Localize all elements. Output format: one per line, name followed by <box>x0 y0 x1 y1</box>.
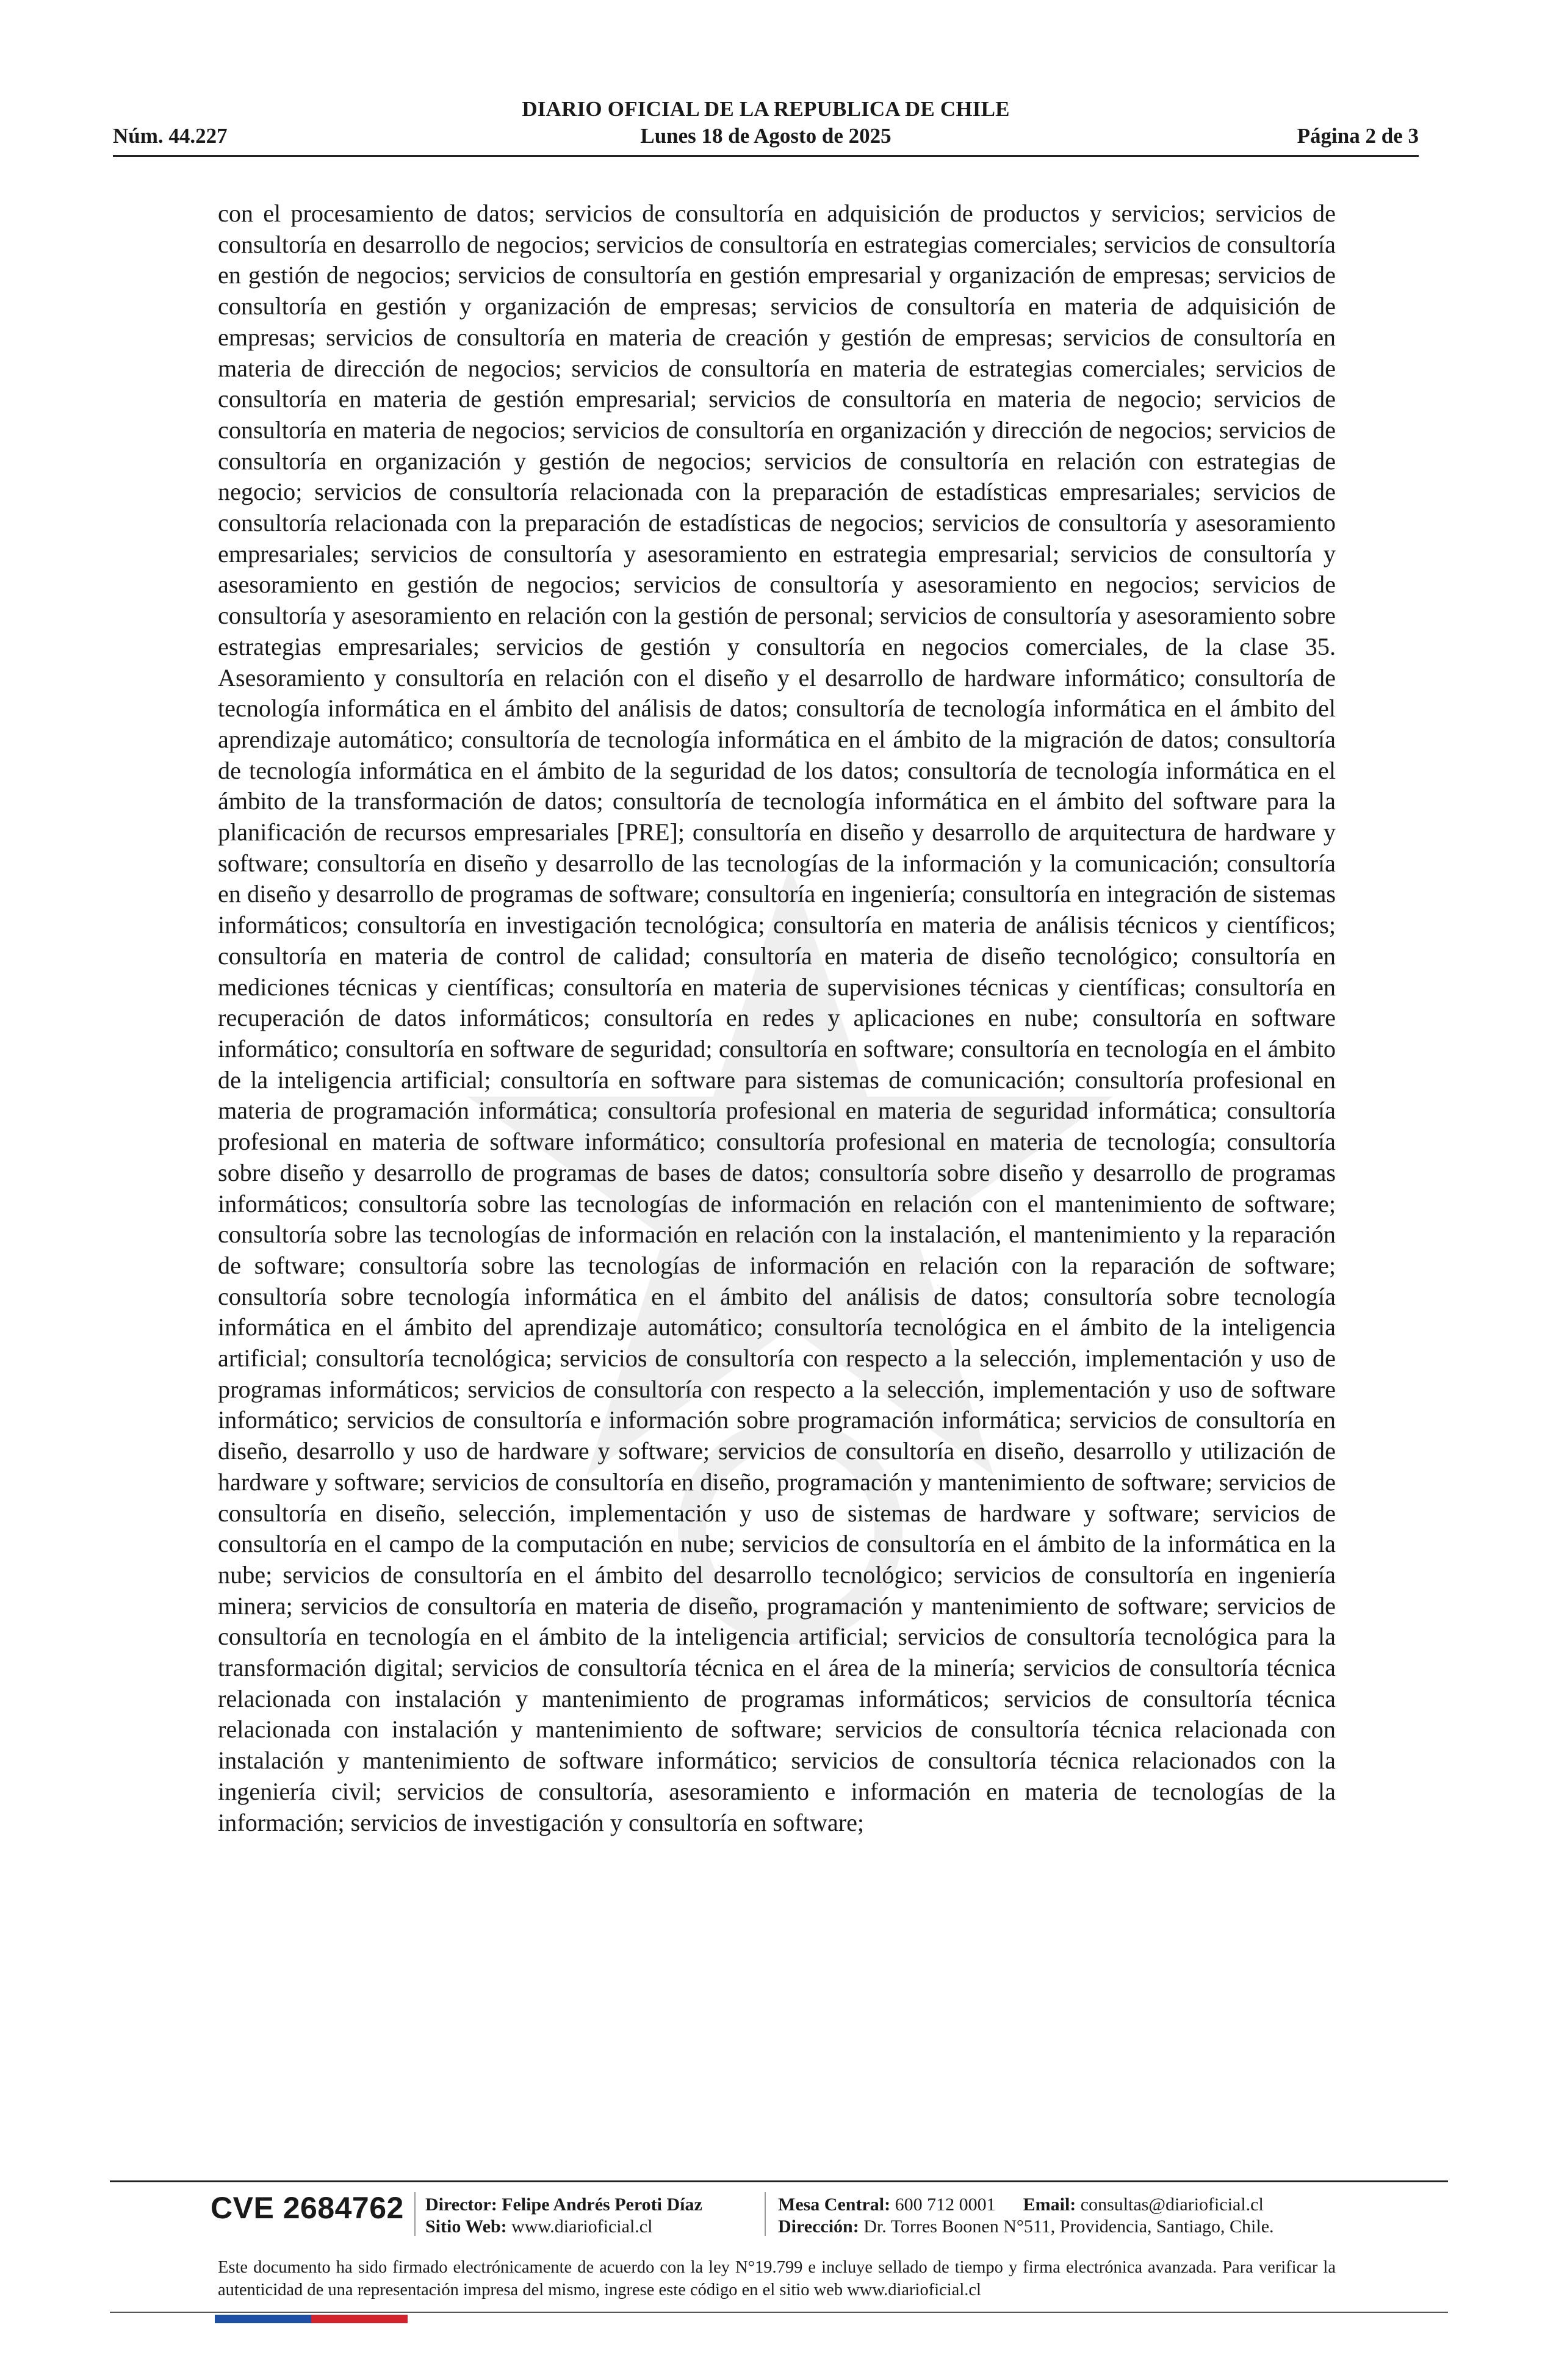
document-body-text: con el procesamiento de datos; servicios de consultoría en adquisición de productos y servicios; servicios de consultoría en desarrollo de negocios; servicios de consultoría en estrategias comerciales; servicios de consultoría en gestión de negocios; servicios de consultoría en gestión empresarial y organización de empresas; servicios de consultoría en gestión y organización de empresas; servicios de consultoría en materia de adquisición de empresas; servicios de consultoría en materia de creación y gestión de empresas; servicios de consultoría en materia de dirección de negocios; servicios de consultoría en materia de estrategias comerciales; servicios de consultoría en materia de gestión empresarial; servicios de consultoría en materia de negocio; servicios de consultoría en materia de negocios; servicios de consultoría en organización y dirección de negocios; servicios de consultoría en organización y gestión de negocios; servicios de consultoría en relación con estrategias de negocio; servicios de consultoría relacionada con la preparación de estadísticas empresariales; servicios de consultoría relacionada con la preparación de estadísticas de negocios; servicios de consultoría y asesoramiento empresariales; servicios de consultoría y asesoramiento en estrategia empresarial; servicios de consultoría y asesoramiento en gestión de negocios; servicios de consultoría y asesoramiento en negocios; servicios de consultoría y asesoramiento en relación con la gestión de personal; servicios de consultoría y asesoramiento sobre estrategias empresariales; servicios de gestión y consultoría en negocios comerciales, de la clase 35. Asesoramiento y consultoría en relación con el diseño y el desarrollo de hardware informático; consultoría de tecnología informática en el ámbito del análisis de datos; consultoría de tecnología informática en el ámbito del aprendizaje automático; consultoría de tecnología informática en el ámbito de la migración de datos; consultoría de tecnología informática en el ámbito de la seguridad de los datos; consultoría de tecnología informática en el ámbito de la transformación de datos; consultoría de tecnología informática en el ámbito del software para la planificación de recursos empresariales [PRE]; consultoría en diseño y desarrollo de arquitectura de hardware y software; consultoría en diseño y desarrollo de las tecnologías de la información y la comunicación; consultoría en diseño y desarrollo de programas de software; consultoría en ingeniería; consultoría en integración de sistemas informáticos; consultoría en investigación tecnológica; consultoría en materia de análisis técnicos y científicos; consultoría en materia de control de calidad; consultoría en materia de diseño tecnológico; consultoría en mediciones técnicas y científicas; consultoría en materia de supervisiones técnicas y científicas; consultoría en recuperación de datos informáticos; consultoría en redes y aplicaciones en nube; consultoría en software informático; consultoría en software de seguridad; consultoría en software; consultoría en tecnología en el ámbito de la inteligencia artificial; consultoría en software para sistemas de comunicación; consultoría profesional en materia de programación informática; consultoría profesional en materia de seguridad informática; consultoría profesional en materia de software informático; consultoría profesional en materia de tecnología; consultoría sobre diseño y desarrollo de programas de bases de datos; consultoría sobre diseño y desarrollo de programas informáticos; consultoría sobre las tecnologías de información en relación con el mantenimiento de software; consultoría sobre las tecnologías de información en relación con la instalación, el mantenimiento y la reparación de software; consultoría sobre las tecnologías de información en relación con la reparación de software; consultoría sobre tecnología informática en el ámbito del análisis de datos; consultoría sobre tecnología informática en el ámbito del aprendizaje automático; consultoría tecnológica en el ámbito de la inteligencia artificial; consultoría tecnológica; servicios de consultoría con respecto a la selección, implementación y uso de programas informáticos; servicios de consultoría con respecto a la selección, implementación y uso de software informático; servicios de consultoría e información sobre programación informática; servicios de consultoría en diseño, desarrollo y uso de hardware y software; servicios de consultoría en diseño, desarrollo y utilización de hardware y software; servicios de consultoría en diseño, programación y mantenimiento de software; servicios de consultoría en diseño, selección, implementación y uso de sistemas de hardware y software; servicios de consultoría en el campo de la computación en nube; servicios de consultoría en el ámbito de la informática en la nube; servicios de consultoría en el ámbito del desarrollo tecnológico; servicios de consultoría en ingeniería minera; servicios de consultoría en materia de diseño, programación y mantenimiento de software; servicios de consultoría en tecnología en el ámbito de la inteligencia artificial; servicios de consultoría tecnológica para la transformación digital; servicios de consultoría técnica en el área de la minería; servicios de consultoría técnica relacionada con instalación y mantenimiento de programas informáticos; servicios de consultoría técnica relacionada con instalación y mantenimiento de software; servicios de consultoría técnica relacionada con instalación y mantenimiento de software informático; servicios de consultoría técnica relacionados con la ingeniería civil; servicios de consultoría, asesoramiento e información en materia de tecnologías de la información; servicios de investigación y consultoría en software; <box>218 200 1336 1836</box>
address-value: Dr. Torres Boonen N°511, Providencia, Santiago, Chile. <box>863 2216 1274 2237</box>
newspaper-title: DIARIO OFICIAL DE LA REPUBLICA DE CHILE <box>522 97 1010 121</box>
header-divider <box>113 155 1419 157</box>
header-info-row <box>113 123 1419 150</box>
footer-divider-bottom <box>110 2312 1448 2313</box>
web-link[interactable]: www.diarioficial.cl <box>511 2216 653 2237</box>
footer-divider-top <box>110 2180 1448 2182</box>
address-label: Dirección: <box>778 2216 859 2237</box>
flag-stripe-blue <box>215 2315 311 2323</box>
issue-date: Lunes 18 de Agosto de 2025 <box>640 124 891 148</box>
cve-code: CVE 2684762 <box>211 2191 404 2225</box>
footer-director-line <box>425 2193 702 2216</box>
phone-number: 600 712 0001 <box>895 2194 996 2215</box>
footer-contact-line <box>778 2193 1264 2216</box>
legal-note: Este documento ha sido firmado electrónicamente de acuerdo con la ley N°19.799 e incluye sellado de tiempo y firma electrónica avanzada. Para verificar la autenticidad de una representación impresa del mismo, ingrese este código en el sitio web www.diarioficial.cl <box>218 2258 1336 2299</box>
flag-stripe <box>215 2315 408 2323</box>
web-label: Sitio Web: <box>425 2216 507 2237</box>
issue-number: Núm. 44.227 <box>113 124 228 148</box>
director-name: Felipe Andrés Peroti Díaz <box>502 2194 702 2215</box>
email-label: Email: <box>1023 2194 1076 2215</box>
email-link[interactable]: consultas@diarioficial.cl <box>1080 2194 1264 2215</box>
phone-label: Mesa Central: <box>778 2194 891 2215</box>
flag-stripe-red <box>311 2315 408 2323</box>
footer-separator <box>414 2192 416 2236</box>
footer-web-line <box>425 2215 652 2238</box>
page-indicator: Página 2 de 3 <box>1297 124 1419 148</box>
director-label: Director: <box>425 2194 497 2215</box>
footer-separator <box>765 2192 766 2236</box>
footer-address-line <box>778 2215 1274 2238</box>
page-header <box>113 96 1419 157</box>
